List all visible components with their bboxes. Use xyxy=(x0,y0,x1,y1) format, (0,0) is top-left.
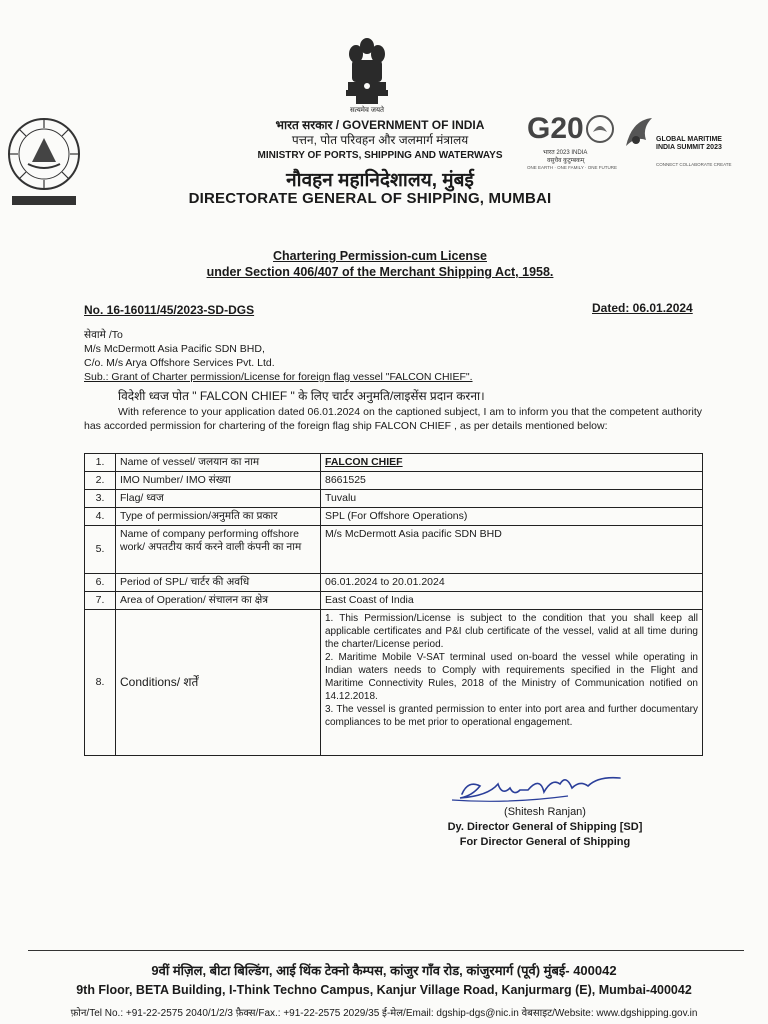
table-row xyxy=(85,454,703,472)
row-value: FALCON CHIEF xyxy=(321,454,703,472)
document-title xyxy=(140,248,620,280)
addressee-line-1: M/s McDermott Asia Pacific SDN BHD, xyxy=(84,343,265,355)
row-value: Tuvalu xyxy=(321,490,703,508)
gmis-title-2: INDIA SUMMIT 2023 xyxy=(656,144,722,151)
reference-number: No. 16-16011/45/2023-SD-DGS xyxy=(84,303,255,317)
table-row xyxy=(85,526,703,574)
footer-address-hindi: 9वीं मंज़िल, बीटा बिल्डिंग, आई थिंक टेक्नो कैम्पस, कांजुर गाँव रोड, कांजुरमार्ग (पूर्व) मुंबई- 400042 xyxy=(151,963,617,978)
ministry-hindi: पत्तन, पोत परिवहन और जलमार्ग मंत्रालय xyxy=(291,133,469,147)
row-label: Name of company performing offshore work/ अपतटीय कार्य करने वाली कंपनी का नाम xyxy=(116,526,321,574)
row-value: East Coast of India xyxy=(321,592,703,610)
directorate-hindi: नौवहन महानिदेशालय, मुंबई xyxy=(286,170,474,191)
row-label: Flag/ ध्वज xyxy=(116,490,321,508)
row-label: Area of Operation/ संचालन का क्षेत्र xyxy=(116,592,321,610)
gmis-logo xyxy=(624,112,730,174)
row-serial: 7. xyxy=(85,592,116,610)
lotus-icon xyxy=(585,114,615,144)
ministry-english: MINISTRY OF PORTS, SHIPPING AND WATERWAYS xyxy=(257,150,503,161)
condition-item: 1. This Permission/License is subject to the condition that you shall keep all applicable certificates and P&I club certificate of the vessel, valid at all time during the charter/License period. xyxy=(325,613,698,650)
row-label: Conditions/ शर्तें xyxy=(116,610,321,756)
row-serial: 2. xyxy=(85,472,116,490)
row-label: IMO Number/ IMO संख्या xyxy=(116,472,321,490)
body-paragraph: With reference to your application dated 06.01.2024 on the captioned subject, I am to inform you that the competent authority has accorded permission for chartering of the foreign flag ship FALCON CHIEF , as per details mentioned below: xyxy=(84,406,702,432)
row-label: Type of permission/अनुमति का प्रकार xyxy=(116,508,321,526)
handwritten-signature xyxy=(448,766,628,806)
condition-item: 2. Maritime Mobile V-SAT terminal used on-board the vessel while operating in Indian waters needs to Comply with requirements specified in the Flight and Maritime Connectivity Rules, 2018 of the Ministry of Communication notified on 14.12.2018. xyxy=(325,652,698,702)
footer-contact: फ़ोन/Tel No.: +91-22-2575 2040/1/2/3 फ़ैक्स/Fax.: +91-22-2575 2029/35 ई-मेल/Email: dgship-dgs@nic.in वेबसाइट/Website: www.dgshipping.gov.in xyxy=(70,1008,698,1019)
gmis-mark-icon xyxy=(624,116,654,152)
gmis-title-1: GLOBAL MARITIME xyxy=(656,136,722,143)
signatory-designation: Dy. Director General of Shipping [SD] xyxy=(447,821,643,833)
row-serial: 6. xyxy=(85,574,116,592)
row-serial: 4. xyxy=(85,508,116,526)
table-row xyxy=(85,574,703,592)
table-row xyxy=(85,508,703,526)
row-value: SPL (For Offshore Operations) xyxy=(321,508,703,526)
table-row-conditions xyxy=(85,610,703,756)
dg-shipping-seal-icon xyxy=(4,114,84,210)
g20-logo-text: G20 xyxy=(527,112,584,145)
government-header xyxy=(230,118,530,163)
details-table xyxy=(84,453,703,756)
g20-logo xyxy=(527,112,617,174)
table-row xyxy=(85,592,703,610)
row-value: M/s McDermott Asia pacific SDN BHD xyxy=(321,526,703,574)
footer-divider xyxy=(28,950,744,951)
row-value: 06.01.2024 to 20.01.2024 xyxy=(321,574,703,592)
conditions-cell xyxy=(321,610,703,756)
emblem-caption: सत्यमेव जयते xyxy=(349,107,385,114)
national-emblem-icon xyxy=(342,36,392,110)
table-row xyxy=(85,490,703,508)
footer-address-english: 9th Floor, BETA Building, I-Think Techno Campus, Kanjur Village Road, Kanjurmarg (E), Mumbai-400042 xyxy=(76,983,692,997)
row-serial: 3. xyxy=(85,490,116,508)
addressee-line-2: C/o. M/s Arya Offshore Services Pvt. Ltd. xyxy=(84,357,275,369)
g20-tagline: वसुधैव कुटुम्बकम् xyxy=(547,158,585,164)
addressee-to: सेवामे /To xyxy=(84,329,123,341)
condition-item: 3. The vessel is granted permission to enter into port area and further documentary compliances to be met prior to operational engagement. xyxy=(325,704,698,728)
document-date: Dated: 06.01.2024 xyxy=(592,301,693,315)
row-value: 8661525 xyxy=(321,472,703,490)
title-line-2: under Section 406/407 of the Merchant Shipping Act, 1958. xyxy=(206,265,554,279)
row-label: Period of SPL/ चार्टर की अवधि xyxy=(116,574,321,592)
row-label: Name of vessel/ जलयान का नाम xyxy=(116,454,321,472)
row-serial: 5. xyxy=(85,526,116,574)
signatory-block xyxy=(440,805,650,850)
address-block xyxy=(84,328,473,384)
gmis-tagline: CONNECT COLLABORATE CREATE xyxy=(656,162,732,167)
signatory-for: For Director General of Shipping xyxy=(459,836,631,848)
hindi-subject: विदेशी ध्वज पोत " FALCON CHIEF " के लिए चार्टर अनुमति/लाइसेंस प्रदान करना। xyxy=(118,389,485,403)
g20-tagline-english: ONE EARTH · ONE FAMILY · ONE FUTURE xyxy=(527,165,618,170)
signatory-name: (Shitesh Ranjan) xyxy=(504,806,586,818)
subject-line: Sub.: Grant of Charter permission/License for foreign flag vessel "FALCON CHIEF". xyxy=(84,371,473,383)
government-line: भारत सरकार / GOVERNMENT OF INDIA xyxy=(275,118,485,132)
row-serial: 8. xyxy=(85,610,116,756)
directorate-english: DIRECTORATE GENERAL OF SHIPPING, MUMBAI xyxy=(188,190,552,207)
row-serial: 1. xyxy=(85,454,116,472)
title-line-1: Chartering Permission-cum License xyxy=(273,249,487,263)
table-row xyxy=(85,472,703,490)
g20-caption: भारत 2023 INDIA xyxy=(543,150,588,156)
